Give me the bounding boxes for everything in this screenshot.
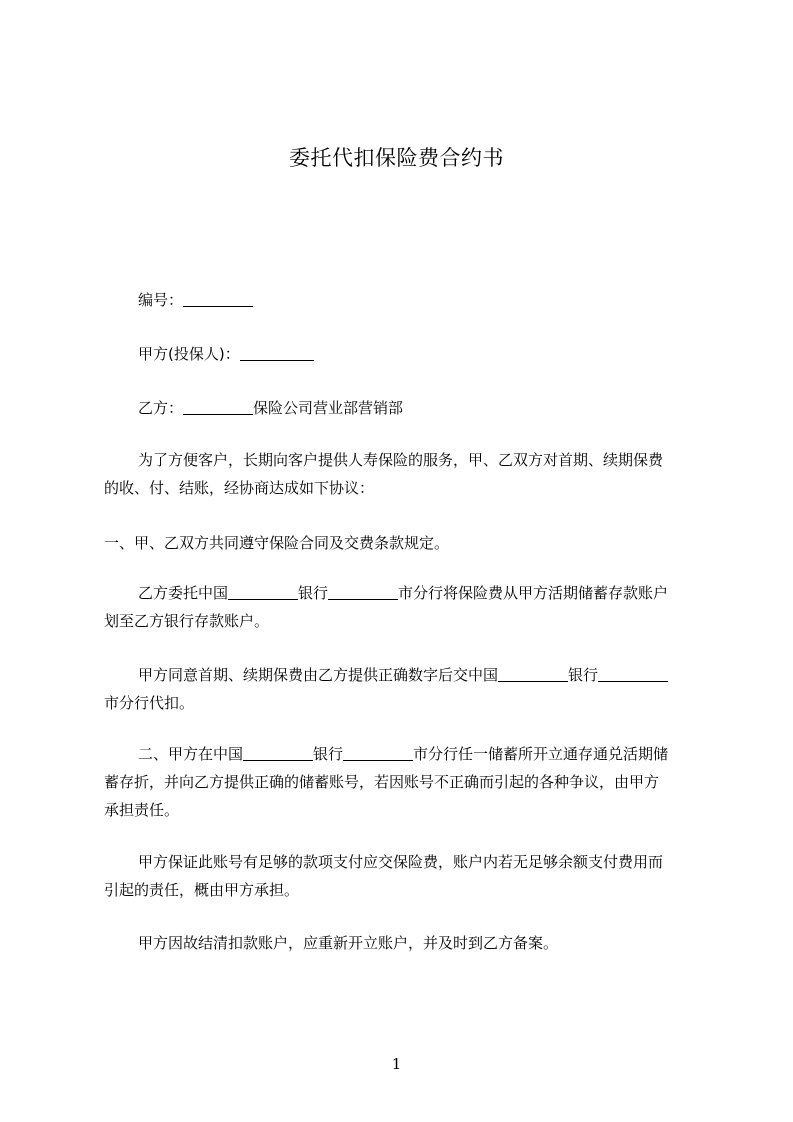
c2-text-b: 银行 [313,745,344,763]
party-b-field [104,393,738,423]
c2-text-c: 市分行任一储蓄所开立通存通兑活期储 [413,745,669,763]
clause-2-line-1 [104,740,704,768]
p3-text-a: 甲方同意首期、续期保费由乙方提供正确数字后交中国 [138,666,499,684]
clause-2 [104,740,704,824]
bank-blank [243,744,313,761]
p2-text-b: 银行 [298,584,329,602]
clause-2-line-3: 承担责任。 [104,801,180,819]
number-label: 编号： [138,291,184,309]
party-b-suffix: 保险公司营业部营销部 [253,399,404,417]
intro-line-1: 为了方便客户，长期向客户提供人寿保险的服务，甲、乙双方对首期、续期保费 [138,451,664,469]
city-blank [328,583,398,600]
party-b-label: 乙方： [138,399,184,417]
party-a-field [104,339,738,369]
bank-blank [498,665,568,682]
clause-1: 一、甲、乙双方共同遵守保险合同及交费条款规定。 [104,534,450,552]
bank-blank [228,583,298,600]
paragraph-2 [104,579,704,635]
intro-line-2: 的收、付、结账，经协商达成如下协议： [104,479,375,497]
number-blank [183,290,253,307]
paragraph-6: 甲方因故结清扣款账户，应重新开立账户，并及时到乙方备案。 [138,934,559,952]
paragraph-3-line-2: 市分行代扣。 [104,694,195,712]
paragraph-3-line-1 [104,661,704,689]
city-blank [598,665,668,682]
number-field [104,285,738,315]
paragraph-5 [104,848,704,904]
paragraph-2-line-1 [104,579,704,607]
clause-2-line-2: 蓄存折，并向乙方提供正确的储蓄账号，若因账号不正确而引起的各种争议，由甲方 [104,773,660,791]
p3-text-b: 银行 [568,666,599,684]
paragraph-5-line-2: 引起的责任，概由甲方承担。 [104,881,300,899]
paragraph-5-line-1: 甲方保证此账号有足够的款项支付应交保险费，账户内若无足够余额支付费用而 [138,853,664,871]
paragraph-3 [104,661,704,717]
party-a-blank [240,344,314,361]
document-title: 委托代扣保险费合约书 [289,146,504,170]
party-a-label: 甲方(投保人)： [138,345,240,363]
city-blank [343,744,413,761]
p2-text-a: 乙方委托中国 [138,584,229,602]
p2-text-c: 市分行将保险费从甲方活期储蓄存款账户 [398,584,669,602]
paragraph-2-line-2: 划至乙方银行存款账户。 [104,612,270,630]
c2-text-a: 二、甲方在中国 [138,745,244,763]
intro-paragraph [104,446,704,502]
party-b-blank [183,398,253,415]
page-number: 1 [391,1055,402,1073]
